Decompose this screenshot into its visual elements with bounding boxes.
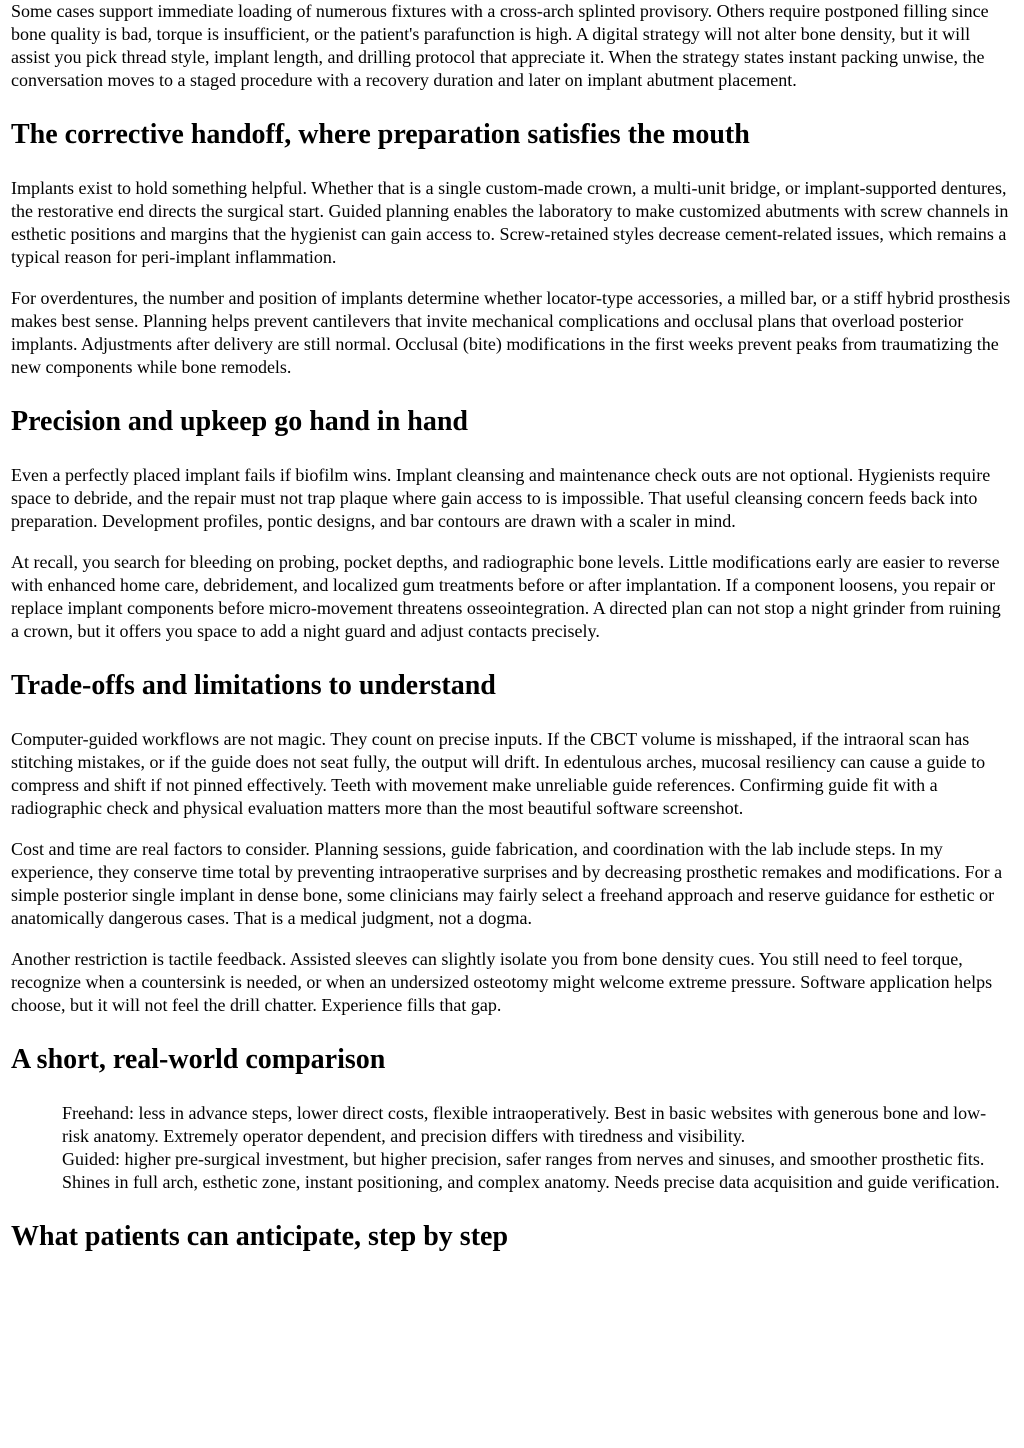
paragraph-computer-guided: Computer-guided workflows are not magic. They count on precise inputs. If the CBCT volume is misshaped, if the intraoral scan has stitching mistakes, or if the guide does not seat fully, the output will drift. In edentulous arches, mucosal resiliency can cause a guide to compress and shift if not pinned effectively. Teeth with movement make unreliable guide references. Confirming guide fit with a radiographic check and physical evaluation matters more than the most beautiful software screenshot. — [11, 729, 986, 818]
comparison-list — [11, 1102, 1013, 1194]
paragraph-immediate-loading: Some cases support immediate loading of numerous fixtures with a cross-arch splinted provisory. Others require postponed filling since bone quality is bad, torque is insufficient, or the patient's parafunction is high. A digital strategy will not alter bone density, but it will assist you pick thread style, implant length, and drilling protocol that appreciate it. When the strategy states instant packing unwise, the conversation moves to a staged procedure with a recovery duration and later on implant abutment placement. — [11, 1, 989, 90]
heading-corrective-handoff: The corrective handoff, where preparation satisfies the mouth — [11, 119, 750, 150]
heading-trade-offs: Trade-offs and limitations to understand — [11, 670, 496, 701]
paragraph-biofilm: Even a perfectly placed implant fails if biofilm wins. Implant cleansing and maintenance check outs are not optional. Hygienists require space to debride, and the repair must not trap plaque where gain access to is impossible. That useful cleansing concern feeds back into preparation. Development profiles, pontic designs, and bar contours are drawn with a scaler in mind. — [11, 465, 991, 531]
list-item: Freehand: less in advance steps, lower direct costs, flexible intraoperatively. Best in basic websites with generous bone and low-risk anatomy. Extremely operator dependent, and precision differs with tiredness and visibility. — [62, 1103, 987, 1146]
heading-precision-upkeep: Precision and upkeep go hand in hand — [11, 406, 468, 437]
heading-comparison: A short, real-world comparison — [11, 1044, 386, 1075]
paragraph-recall: At recall, you search for bleeding on probing, pocket depths, and radiographic bone levels. Little modifications early are easier to reverse with enhanced home care, debridement, and localized gum treatments before or after implantation. If a component loosens, you repair or replace implant components before micro-movement threatens osseointegration. A directed plan can not stop a night grinder from ruining a crown, but it offers you space to add a night guard and adjust contacts precisely. — [11, 552, 1001, 641]
paragraph-cost-time: Cost and time are real factors to consider. Planning sessions, guide fabrication, and coordination with the lab include steps. In my experience, they conserve time total by preventing intraoperative surprises and by decreasing prosthetic remakes and modifications. For a simple posterior single implant in dense bone, some clinicians may fairly select a freehand approach and reserve guidance for esthetic or anatomically dangerous cases. That is a medical judgment, not a dogma. — [11, 839, 1003, 928]
paragraph-restorative-end: Implants exist to hold something helpful. Whether that is a single custom-made crown, a multi-unit bridge, or implant-supported dentures, the restorative end directs the surgical start. Guided planning enables the laboratory to make customized abutments with screw channels in esthetic positions and margins that the hygienist can gain access to. Screw-retained styles decrease cement-related issues, which remains a typical reason for peri-implant inflammation. — [11, 178, 1009, 267]
paragraph-overdentures: For overdentures, the number and position of implants determine whether locator-type accessories, a milled bar, or a stiff hybrid prosthesis makes best sense. Planning helps prevent cantilevers that invite mechanical complications and occlusal plans that overload posterior implants. Adjustments after delivery are still normal. Occlusal (bite) modifications in the first weeks prevent peaks from traumatizing the new components while bone remodels. — [11, 288, 1011, 377]
paragraph-tactile-feedback: Another restriction is tactile feedback. Assisted sleeves can slightly isolate you from bone density cues. You still need to feel torque, recognize when a countersink is needed, or when an undersized osteotomy might welcome extreme pressure. Software application helps choose, but it will not feel the drill chatter. Experience fills that gap. — [11, 949, 993, 1015]
heading-patients-anticipate: What patients can anticipate, step by step — [11, 1221, 509, 1252]
list-item: Guided: higher pre-surgical investment, but higher precision, safer ranges from nerves and sinuses, and smoother prosthetic fits. Shines in full arch, esthetic zone, instant positioning, and complex anatomy. Needs precise data acquisition and guide verification. — [62, 1149, 1000, 1192]
